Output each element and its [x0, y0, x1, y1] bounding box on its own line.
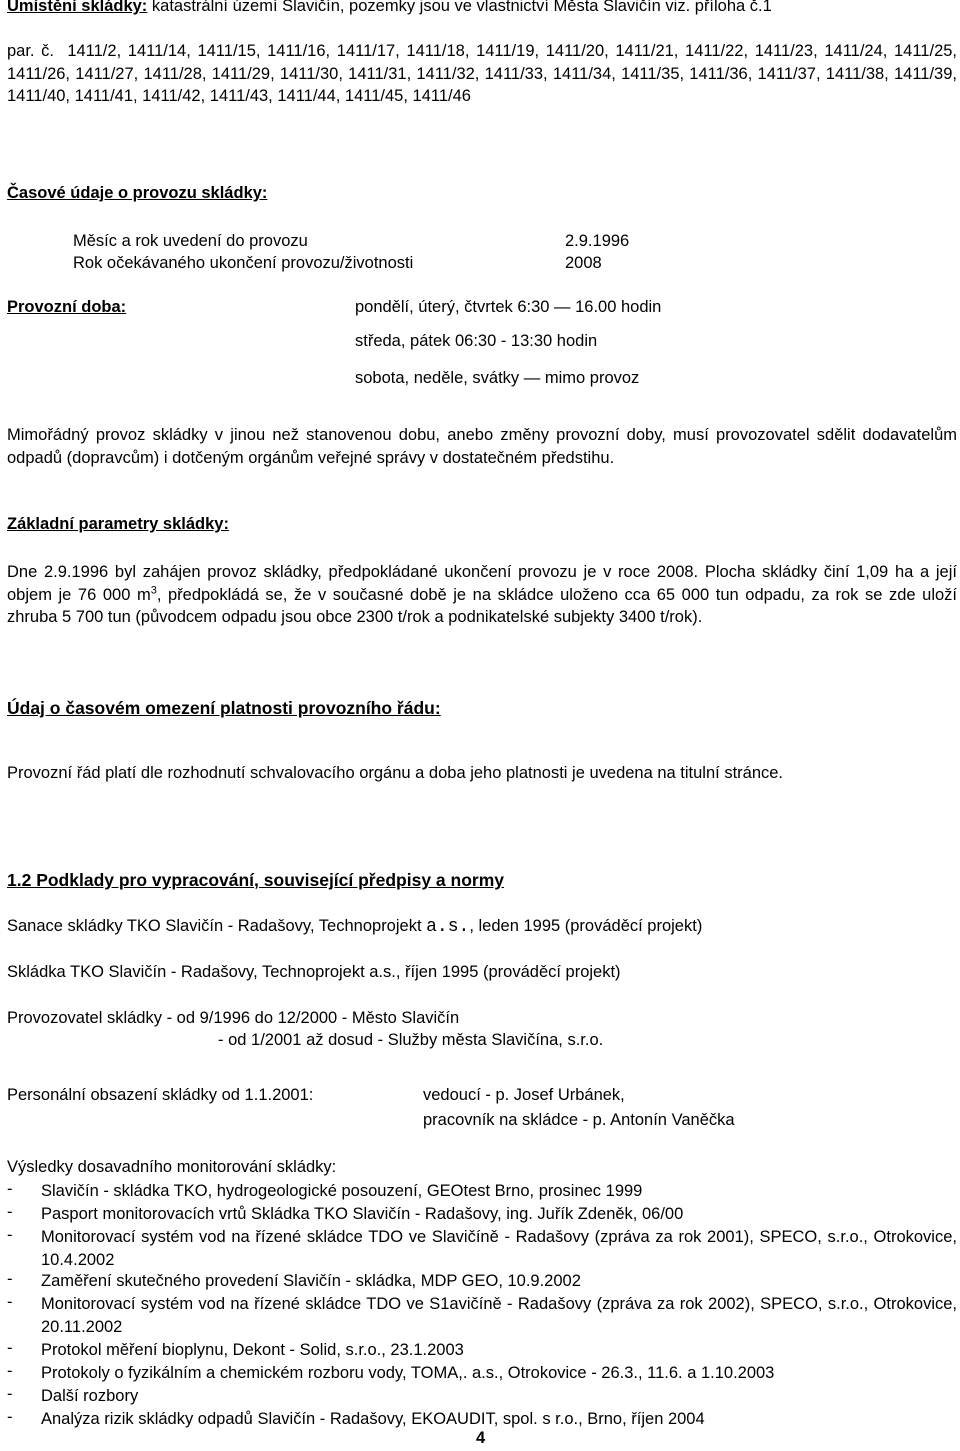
parcels-prefix: par. č.: [7, 42, 55, 60]
end-value: 2008: [565, 254, 602, 272]
sanace-text-b: a.s.: [426, 917, 470, 937]
start-label: Měsíc a rok uvedení do provozu: [73, 232, 308, 250]
location-line: [7, 0, 772, 16]
parcels-paragraph: [7, 40, 957, 108]
validity-text: Provozní řád platí dle rozhodnutí schvalovacího orgánu a doba jeho platnosti je uvedena na titulní stránce.: [7, 764, 784, 782]
staff-label: Personální obsazení skládky od 1.1.2001:: [7, 1086, 314, 1104]
hours-line-3: sobota, neděle, svátky — mimo provoz: [355, 369, 640, 387]
list-dash: -: [7, 1408, 13, 1426]
sanace-text-a: Sanace skládky TKO Slavičín - Radašovy, Technoprojekt: [7, 917, 427, 935]
list-item: Pasport monitorovacích vrtů Skládka TKO Slavičín - Radašovy, ing. Juřík Zdeněk, 06/00: [41, 1205, 684, 1223]
list-dash: -: [7, 1226, 13, 1244]
list-item: Analýza rizik skládky odpadů Slavičín - Radašovy, EKOAUDIT, spol. s r.o., Brno, říjen 2004: [41, 1410, 705, 1428]
hours-line-2: středa, pátek 06:30 - 13:30 hodin: [355, 332, 598, 350]
end-label: Rok očekávaného ukončení provozu/životnosti: [73, 254, 414, 272]
list-dash: -: [7, 1362, 13, 1380]
list-item: Protokoly o fyzikálním a chemickém rozboru vody, TOMA,. a.s., Otrokovice - 26.3., 11.6. a 1.10.2003: [41, 1364, 775, 1382]
cubic-sup: 3: [150, 584, 157, 596]
sanace-text-c: , leden 1995 (prováděcí projekt): [469, 917, 703, 935]
location-text: katastrální území Slavičín, pozemky jsou ve vlastnictví Města Slavičín viz. příloha č.1: [147, 0, 772, 15]
list-item: Protokol měření bioplynu, Dekont - Solid, s.r.o., 23.1.2003: [41, 1341, 464, 1359]
parcels-list: 1411/2, 1411/14, 1411/15, 1411/16, 1411/17, 1411/18, 1411/19, 1411/20, 1411/21, 1411/22, 1411/23, 1411/24, 1411/25, 1411/26, 1411/27, 1411/28, 1411/29, 1411/30, 1411/31, 1411/32, 1411/33, 1411/34, 1411/35, 1411/36, 1411/37, 1411/38, 1411/39, 1411/40, 1411/41, 1411/42, 1411/43, 1411/44, 1411/45, 1411/46: [7, 42, 958, 105]
extraordinary-paragraph: Mimořádný provoz skládky v jinou než stanovenou dobu, anebo změny provozní doby, musí provozovatel sdělit dodavatelům odpadů (dopravcům) i dotčeným orgánům veřejné správy v dostatečném předstihu.: [7, 426, 957, 467]
list-item: Monitorovací systém vod na řízené skládce TDO ve S1avičíně - Radašovy (zpráva za rok 2002), SPECO, s.r.o., Otrokovice, 20.11.2002: [41, 1295, 957, 1336]
hours-line-1: pondělí, úterý, čtvrtek 6:30 — 16.00 hodin: [355, 298, 662, 316]
page-number: 4: [476, 1429, 486, 1447]
list-dash: -: [7, 1270, 13, 1288]
basic-params-paragraph: [7, 561, 957, 629]
list-dash: -: [7, 1385, 13, 1403]
list-dash: -: [7, 1203, 13, 1221]
section-1-2-heading: 1.2 Podklady pro vypracování, související předpisy a normy: [7, 870, 504, 890]
time-data-heading: Časové údaje o provozu skládky:: [7, 184, 268, 202]
list-dash: -: [7, 1180, 13, 1198]
list-item: Zaměření skutečného provedení Slavičín - skládka, MDP GEO, 10.9.2002: [41, 1272, 581, 1290]
list-item: Další rozbory: [41, 1387, 139, 1405]
start-value: 2.9.1996: [565, 232, 630, 250]
basic-params-text-1: Dne 2.9.1996 byl zahájen provoz skládky, předpokládané ukončení provozu je v roce 2008. Plocha skládky činí 1,09 ha a její objem je 76 000 m: [7, 563, 957, 604]
basic-params-text-2: , předpokládá se, že v současné době je na skládce uloženo cca 65 000 tun odpadu, za rok se zde uloží zhruba 5 700 tun (původcem odpadu jsou obce 2300 t/rok a podnikatelské subjekty 3400 t/rok).: [7, 585, 957, 626]
skladka-line: Skládka TKO Slavičín - Radašovy, Technoprojekt a.s., říjen 1995 (prováděcí projekt): [7, 963, 621, 981]
staff-line-1: vedoucí - p. Josef Urbánek,: [423, 1086, 625, 1104]
operating-hours-label: Provozní doba:: [7, 298, 127, 316]
sanace-line: [7, 917, 702, 938]
list-item: Monitorovací systém vod na řízené skládce TDO ve Slavičíně - Radašovy (zpráva za rok 2001), SPECO, s.r.o., Otrokovice, 10.4.2002: [41, 1228, 957, 1269]
monitoring-heading: Výsledky dosavadního monitorování skládky:: [7, 1158, 337, 1176]
list-item: Slavičín - skládka TKO, hydrogeologické posouzení, GEOtest Brno, prosinec 1999: [41, 1182, 643, 1200]
staff-line-2: pracovník na skládce - p. Antonín Vaněčka: [423, 1111, 735, 1129]
validity-heading: Údaj o časovém omezení platnosti provozního řádu:: [7, 698, 441, 718]
list-dash: -: [7, 1339, 13, 1357]
operator-line-1: Provozovatel skládky - od 9/1996 do 12/2000 - Město Slavičín: [7, 1009, 460, 1027]
operator-line-2: - od 1/2001 až dosud - Služby města Slavičína, s.r.o.: [218, 1031, 604, 1049]
list-dash: -: [7, 1293, 13, 1311]
location-label: Umístění skládky:: [7, 0, 148, 15]
basic-params-heading: Základní parametry skládky:: [7, 515, 229, 533]
